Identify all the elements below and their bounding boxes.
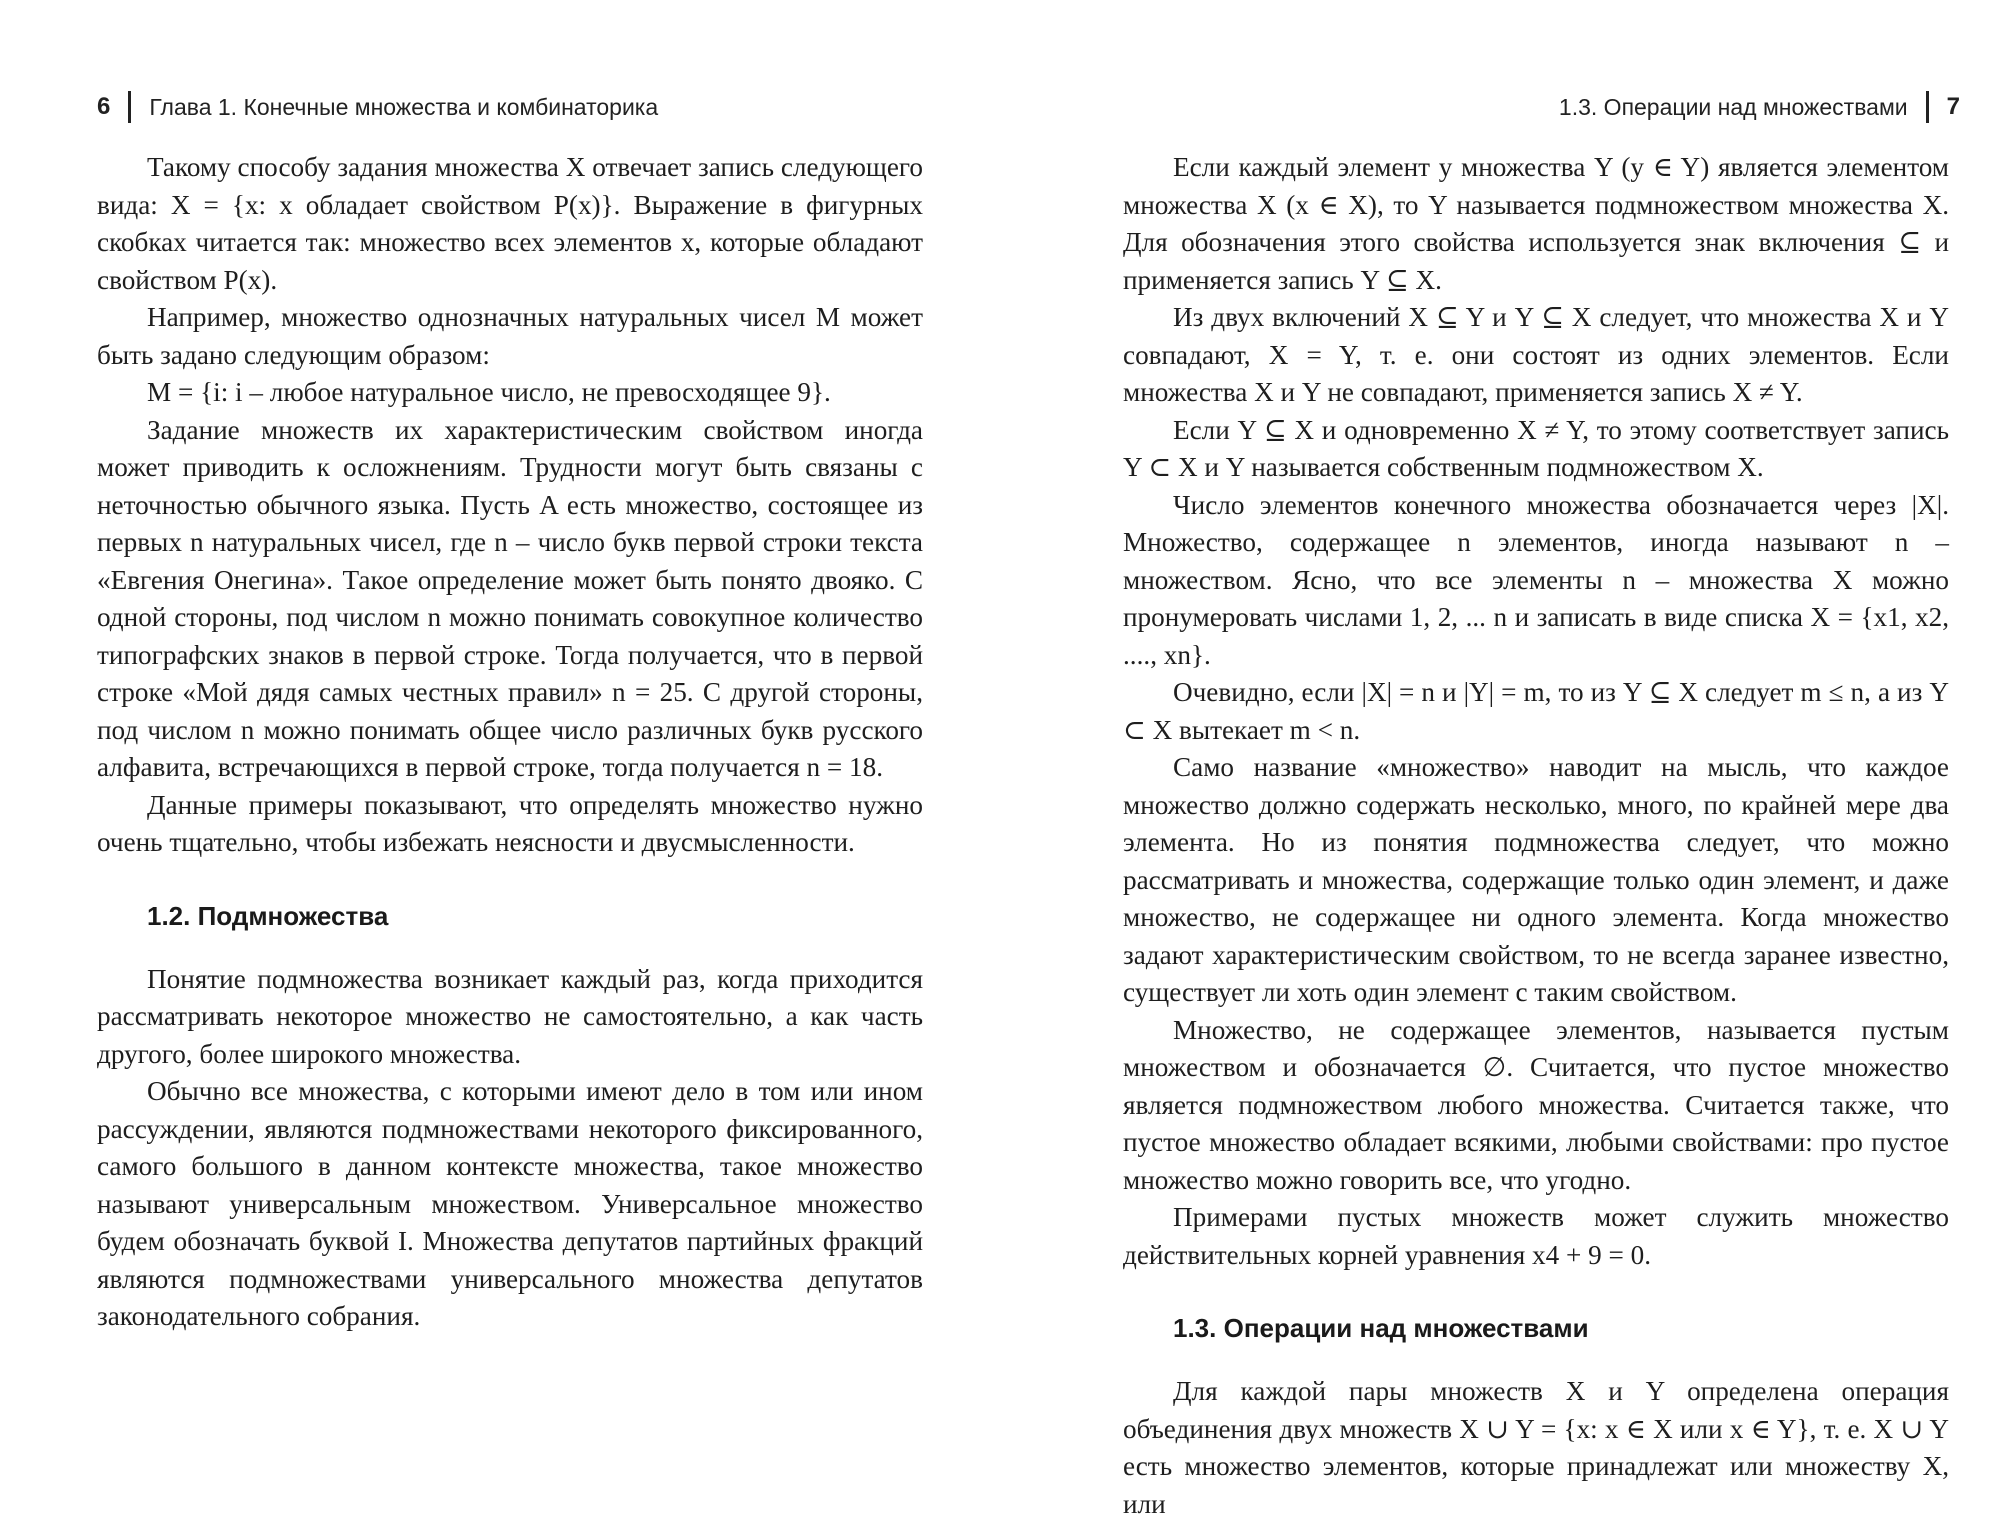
running-title: Глава 1. Конечные множества и комбинаторика xyxy=(149,94,659,120)
left-running-head xyxy=(97,88,658,126)
paragraph: Число элементов конечного множества обозначается через |X|. Множество, содержащее n элементов, иногда называют n – множеством. Ясно, что все элементы n – множества X можно пронумеровать числами 1, 2, ... n и записать в виде списка X = {x1, x2, ...., xn}. xyxy=(1123,489,1949,670)
paragraph: Примерами пустых множеств может служить множество действительных корней уравнения x4 + 9 = 0. xyxy=(1123,1202,1949,1270)
page-number: 7 xyxy=(1946,93,1960,120)
right-page xyxy=(1000,0,2000,1534)
header-divider xyxy=(1926,91,1929,123)
page-number: 6 xyxy=(97,93,111,120)
paragraph: Для каждой пары множеств X и Y определена операция объединения двух множеств X ∪ Y = {x: x ∈ X или x ∈ Y}, т. е. X ∪ Y есть множество элементов, которые принадлежат или множеству X, или xyxy=(1123,1376,1949,1519)
header-divider xyxy=(128,91,131,123)
paragraph: Понятие подмножества возникает каждый раз, когда приходится рассматривать некоторое множество не самостоятельно, а как часть другого, более широкого множества. xyxy=(97,963,923,1069)
right-running-head xyxy=(1559,88,1960,126)
paragraph: Данные примеры показывают, что определять множество нужно очень тщательно, чтобы избежать неясности и двусмысленности. xyxy=(97,789,923,857)
paragraph: Например, множество однозначных натуральных чисел M может быть задано следующим образом: xyxy=(97,302,923,370)
paragraph: Если каждый элемент y множества Y (y ∈ Y) является элементом множества X (x ∈ X), то Y называется подмножеством множества X. Для обозначения этого свойства используется знак включения ⊆ и применяется запись Y ⊆ X. xyxy=(1123,152,1949,295)
formula-line: M = {i: i – любое натуральное число, не превосходящее 9}. xyxy=(147,377,831,407)
paragraph: Обычно все множества, с которыми имеют дело в том или ином рассуждении, являются подмножествами некоторого фиксированного, самого большого в данном контексте множества, такое множество называют универсальным множеством. Универсальное множество будем обозначать буквой I. Множества депутатов партийных фракций являются подмножествами универсального множества депутатов законодательного собрания. xyxy=(97,1076,923,1331)
paragraph: Из двух включений X ⊆ Y и Y ⊆ X следует, что множества X и Y совпадают, X = Y, т. е. они состоят из одних элементов. Если множества X и Y не совпадают, применяется запись X ≠ Y. xyxy=(1123,302,1949,407)
paragraph: Само название «множество» наводит на мысль, что каждое множество должно содержать несколько, много, по крайней мере два элемента. Но из понятия подмножества следует, что можно рассматривать и множества, содержащие только один элемент, и даже множество, не содержащее ни одного элемента. Когда множество задают характеристическим свойством, то не всегда заранее известно, существует ли хоть один элемент с таким свойством. xyxy=(1123,752,1949,1007)
running-title: 1.3. Операции над множествами xyxy=(1558,94,1908,120)
right-body-text xyxy=(1123,149,1949,1523)
section-heading: 1.3. Операции над множествами xyxy=(1173,1313,1589,1343)
paragraph: Если Y ⊆ X и одновременно X ≠ Y, то этому соответствует запись Y ⊂ X и Y называется собственным подмножеством X. xyxy=(1123,414,1949,482)
paragraph: Такому способу задания множества X отвечает запись следующего вида: X = {x: x обладает свойством P(x)}. Выражение в фигурных скобках читается так: множество всех элементов x, которые обладают свойством P(x). xyxy=(97,152,923,295)
paragraph: Множество, не содержащее элементов, называется пустым множеством и обозначается ∅. Считается, что пустое множество является подмножеством любого множества. Считается также, что пустое множество обладает всякими, любыми свойствами: про пустое множество можно говорить все, что угодно. xyxy=(1123,1014,1949,1195)
left-body-text xyxy=(97,149,923,1336)
section-heading: 1.2. Подмножества xyxy=(147,900,389,931)
paragraph: Очевидно, если |X| = n и |Y| = m, то из Y ⊆ X следует m ≤ n, а из Y ⊂ X вытекает m < n. xyxy=(1123,677,1949,745)
paragraph: Задание множеств их характеристическим свойством иногда может приводить к осложнениям. Трудности могут быть связаны с неточностью обычного языка. Пусть A есть множество, состоящее из первых n натуральных чисел, где n – число букв первой строки текста «Евгения Онегина». Такое определение может быть понято двояко. С одной стороны, под числом n можно понимать совокупное количество типографских знаков в первой строке. Тогда получается, что в первой строке «Мой дядя самых честных правил» n = 25. С другой стороны, под числом n можно понимать общее число различных букв русского алфавита, встречающихся в первой строке, тогда получается n = 18. xyxy=(97,414,923,782)
